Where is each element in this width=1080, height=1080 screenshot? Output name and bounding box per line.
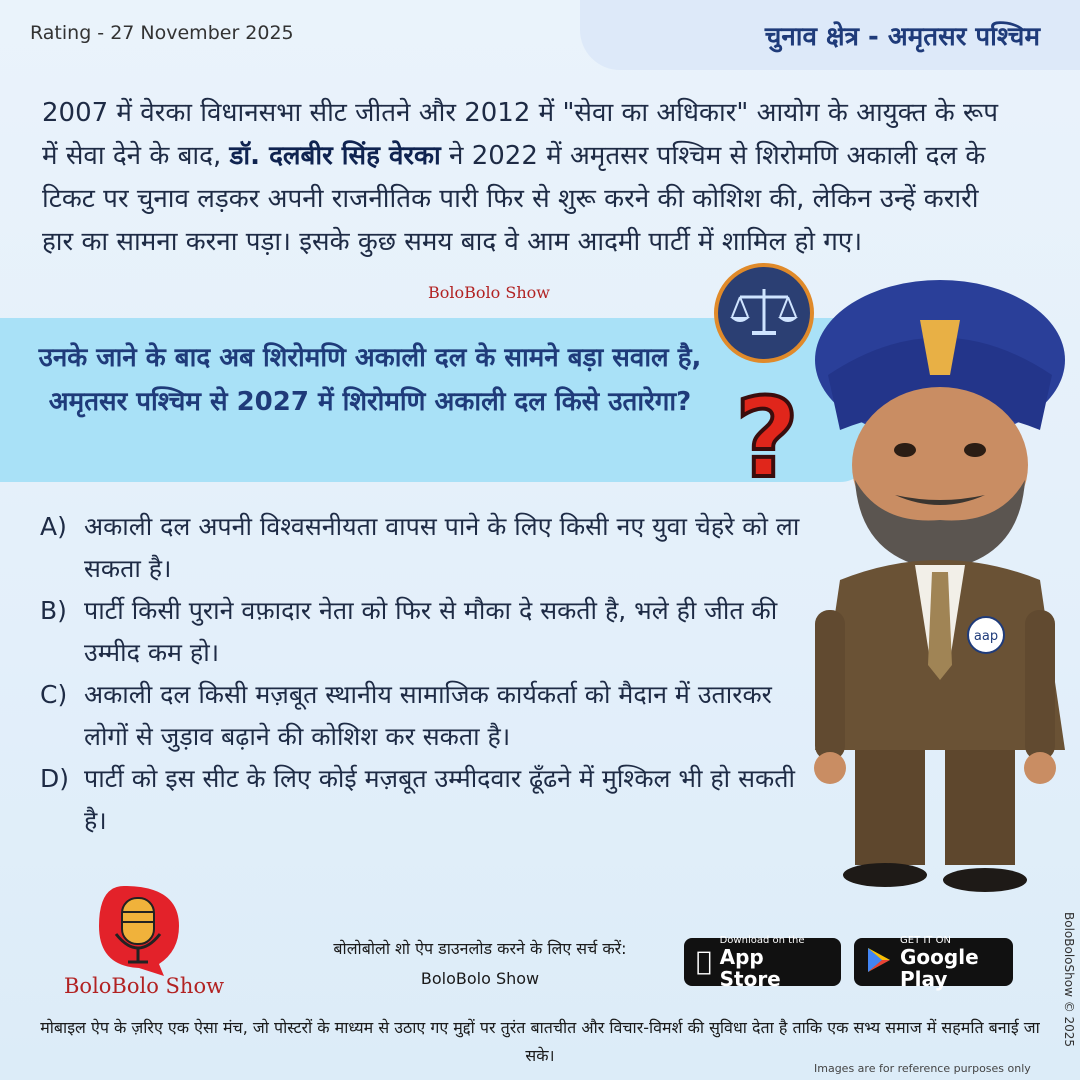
copyright-text: BoloBoloShow © 2025 xyxy=(1062,912,1076,1048)
option-text: अकाली दल अपनी विश्वसनीयता वापस पाने के लिए किसी नए युवा चेहरे को ला सकता है। xyxy=(84,512,800,583)
scales-icon xyxy=(714,263,814,363)
intro-name: डॉ. दलबीर सिंह वेरका xyxy=(229,141,441,171)
download-line-1: बोलोबोलो शो ऐप डाउनलोड करने के लिए सर्च करें: xyxy=(333,939,627,958)
footer-description: मोबाइल ऐप के ज़रिए एक ऐसा मंच, जो पोस्टरों के माध्यम से उठाए गए मुद्दों पर तुरंत बातचीत और विचार-विमर्श की सुविधा देता है ताकि एक सभ्य समाज में सहमति बनाई जा सके। xyxy=(40,1018,1040,1065)
option-letter: C) xyxy=(40,680,68,709)
intro-paragraph xyxy=(42,92,1012,264)
reference-note: Images are for reference purposes only xyxy=(814,1062,1031,1075)
question-text: उनके जाने के बाद अब शिरोमणि अकाली दल के सामने बड़ा सवाल है, अमृतसर पश्चिम से 2027 में शिरोमणि अकाली दल किसे उतारेगा? xyxy=(38,343,702,417)
option-a xyxy=(40,506,810,590)
play-icon xyxy=(866,946,892,978)
constituency-banner xyxy=(580,0,1080,70)
intro-text-2: ने 2022 में अमृतसर पश्चिम से शिरोमणि अकाली दल के टिकट पर चुनाव लड़कर अपनी राजनीतिक पारी फिर से शुरू करने की कोशिश की, लेकिन उन्हें करारी हार का सामना करना पड़ा। इसके कुछ समय बाद वे आम आदमी पार्टी में शामिल हो गए। xyxy=(42,141,986,257)
politician-caricature xyxy=(800,280,1070,900)
watermark: BoloBolo Show xyxy=(428,283,550,302)
option-text: पार्टी को इस सीट के लिए कोई मज़बूत उम्मीदवार ढूँढने में मुश्किल भी हो सकती है। xyxy=(84,764,795,835)
gplay-small-label: GET IT ON xyxy=(900,934,951,946)
app-store-button[interactable] xyxy=(684,938,841,986)
constituency-title: चुनाव क्षेत्र - अमृतसर पश्चिम xyxy=(764,22,1040,52)
party-badge: aap xyxy=(973,629,999,644)
option-b xyxy=(40,590,810,674)
appstore-small-label: Download on the xyxy=(704,945,789,957)
appstore-large-label: App Store xyxy=(704,955,817,980)
rating-date: Rating - 27 November 2025 xyxy=(30,22,294,44)
gplay-large-label: Google Play xyxy=(900,944,979,991)
copyright-vertical xyxy=(1058,912,1078,1052)
option-text: पार्टी किसी पुराने वफ़ादार नेता को फिर से मौका दे सकती है, भले ही जीत की उम्मीद कम हो। xyxy=(84,596,778,667)
option-d xyxy=(40,758,810,842)
apple-icon xyxy=(696,947,712,977)
option-letter: B) xyxy=(40,596,67,625)
intro-text-1: 2007 में वेरका विधानसभा सीट जीतने और 2012 में "सेवा का अधिकार" आयोग के आयुक्त के रूप में सेवा देने के बाद, xyxy=(42,98,998,171)
svg-text:?: ? xyxy=(735,380,799,490)
download-prompt xyxy=(290,934,670,994)
option-text: अकाली दल किसी मज़बूत स्थानीय सामाजिक कार्यकर्ता को मैदान में उतारकर लोगों से जुड़ाव बढ़ाने की कोशिश कर सकता है। xyxy=(84,680,772,751)
option-c xyxy=(40,674,810,758)
download-line-2: BoloBolo Show xyxy=(420,969,540,988)
brand-logo-text: BoloBolo Show xyxy=(64,974,225,998)
option-letter: D) xyxy=(40,764,70,793)
option-letter: A) xyxy=(40,512,67,541)
google-play-button[interactable] xyxy=(854,934,1013,991)
options-list xyxy=(40,506,810,842)
